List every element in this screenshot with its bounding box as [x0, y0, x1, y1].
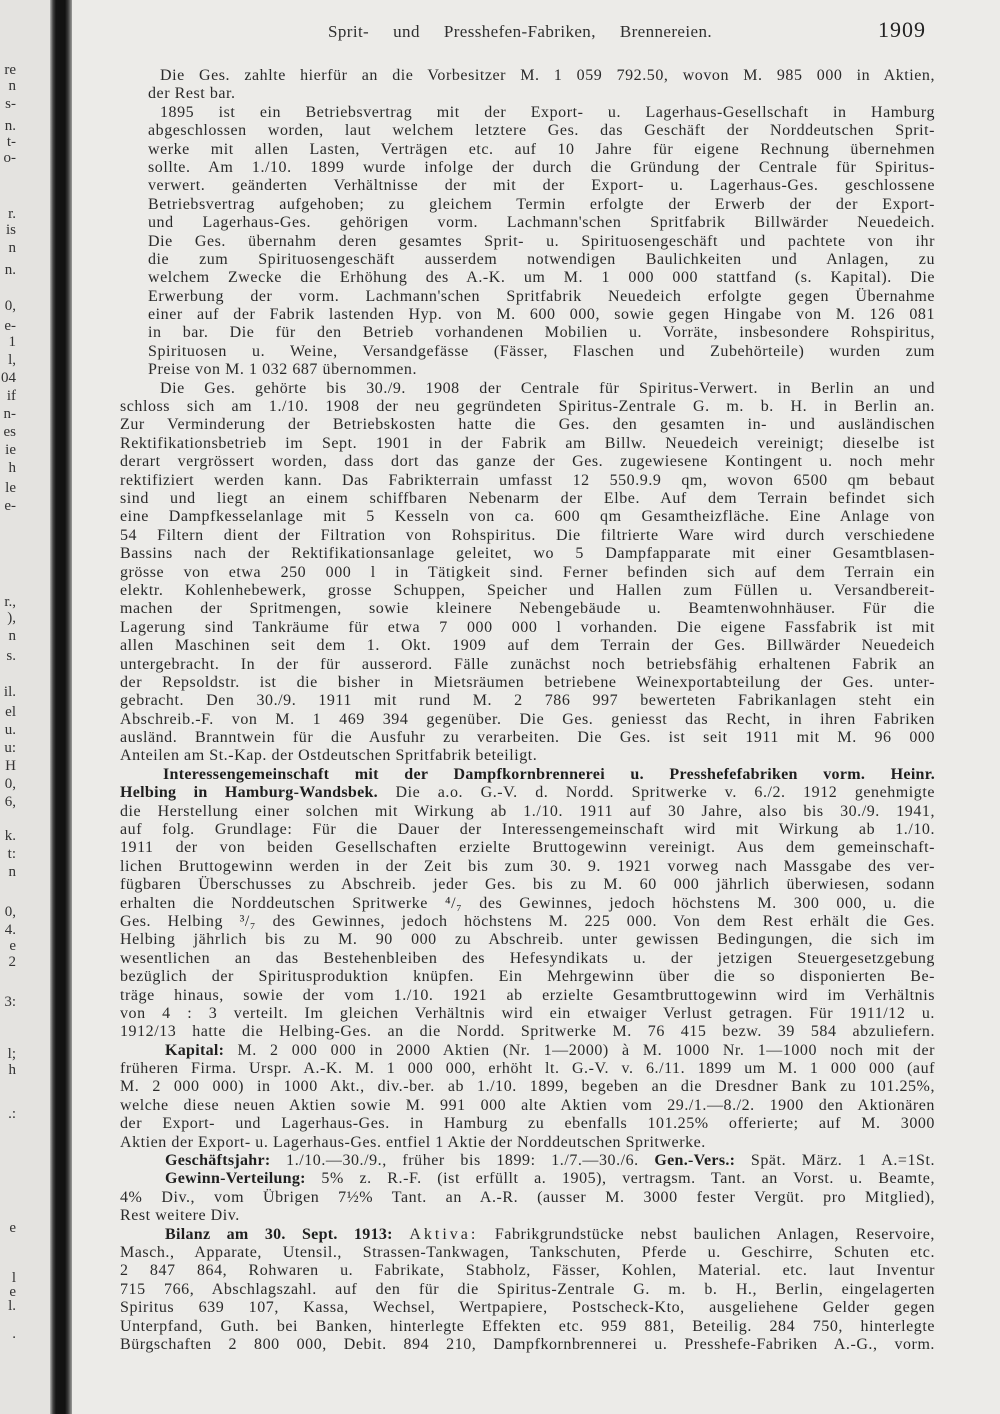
text-line [120, 1060, 935, 1078]
line-text: 5% z. R.-F. (ist erfüllt a. 1905), vertragsm. Tant. an Vorst. u. Beamte, [305, 1170, 935, 1188]
margin-fragment: k. [4, 828, 16, 844]
margin-fragment: re [4, 62, 16, 78]
line-text: welche diese neuen Aktien sowie M. 991 000 alte Aktien vom 29./1.—8./2. 1900 den Aktionären [120, 1096, 935, 1114]
line-text: Die Ges. zahlte hierfür an die Vorbesitzer M. 1 059 792.50, wovon M. 985 000 in Aktien, [160, 67, 935, 84]
text-line [120, 1170, 935, 1188]
margin-fragment: .: [8, 1106, 16, 1122]
run-in-heading: Interessengemeinschaft mit der Dampfkornbrennerei u. Presshefefabriken vorm. Heinr. [163, 765, 935, 783]
margin-fragment: l. [8, 1298, 16, 1314]
margin-fragment: ie [5, 442, 16, 458]
text-line [120, 913, 935, 931]
line-text: 2 847 864, Rohwaren u. Fabrikate, Stabholz, Fässer, Kohlen, Material. etc. laut Inventur [120, 1262, 935, 1280]
text-line [148, 324, 935, 342]
margin-fragment: t: [7, 846, 16, 862]
line-text: 1./10.—30./9., früher bis 1899: 1./7.—30./6. [270, 1152, 655, 1170]
paragraph-fiscal-year [120, 1152, 935, 1170]
text-line [120, 895, 935, 913]
text-line [148, 196, 935, 214]
margin-fragment: e- [4, 318, 16, 334]
line-text: bezüglich der Spiritusproduktion knüpfen. Ein Mehrgewinn über die so disponierten Be- [120, 968, 935, 986]
text-line [148, 288, 935, 306]
line-text: Die Ges. übernahm deren gesamtes Sprit- u. Spirituosengeschäft und pachtete von ihr [148, 232, 935, 250]
text-line [120, 1005, 935, 1023]
line-text: lichen Bruttogewinn werden in der Zeit bis zum 30. 9. 1921 vorweg nach Massgabe des ver- [120, 857, 935, 875]
margin-fragment: h [8, 460, 16, 476]
text-line [120, 821, 935, 839]
margin-fragment: t- [6, 134, 16, 150]
margin-fragment: if [6, 388, 16, 404]
text-line [148, 122, 935, 140]
running-title: Sprit- und Presshefen-Fabriken, Brennereien. [328, 22, 712, 41]
text-line [120, 987, 935, 1005]
line-text: elektr. Kohlenhebewerk, grosse Schuppen, Speicher und Hallen zum Füllen u. Versandbereit- [120, 581, 935, 599]
margin-fragment: 3: [4, 994, 16, 1010]
text-line [120, 968, 935, 986]
paragraph-operating-contract [148, 104, 935, 380]
text-line [120, 1023, 935, 1041]
text-line [148, 214, 935, 232]
text-line [120, 545, 935, 563]
text-line [120, 711, 935, 729]
text-line [120, 453, 935, 471]
text-line [148, 177, 935, 195]
margin-fragment: n [8, 78, 16, 94]
text-line [120, 1078, 935, 1096]
line-text: grösse von etwa 250 000 l in Tätigkeit sind. Ferner befinden sich auf dem Terrain ein [120, 563, 935, 581]
line-text: M. 2 000 000 in 2000 Aktien (Nr. 1—2000) à M. 1000 Nr. 1—1000 noch mit der [224, 1041, 935, 1059]
text-line [120, 803, 935, 821]
run-in-heading: Geschäftsjahr: [165, 1152, 271, 1170]
margin-fragment: s- [5, 96, 16, 112]
line-text: Bassins nach der Rektifikationsanlage geleitet, wo 5 Dampfapparate mit einer Gesamtblasen- [120, 545, 935, 563]
text-line [120, 950, 935, 968]
text-line [148, 104, 935, 122]
line-text [393, 1226, 410, 1243]
line-text: M. 2 000 000) in 1000 Akt., div.-ber. ab 1./10. 1899, begeben an die Dresdner Bank zu 101.25%, [120, 1078, 935, 1096]
margin-fragment: il. [3, 684, 16, 700]
margin-fragment: n. [4, 118, 16, 134]
line-text: auf folg. Grundlage: Für die Dauer der Interessengemeinschaft wird mit Wirkung ab 1./10. [120, 821, 935, 839]
paragraph-purchase-price [148, 67, 935, 104]
text-line [120, 1152, 935, 1170]
run-in-heading: Gewinn-Verteilung: [165, 1170, 306, 1188]
line-text: Lagerung sind Tankräume für etwa 7 000 000 l vorhanden. Die eigene Fassfabrik ist mit [120, 618, 935, 636]
text-line [120, 747, 935, 765]
text-line [148, 269, 935, 287]
line-text: Anteilen am St.-Kap. der Ostdeutschen Spritfabrik beteiligt. [120, 747, 538, 765]
margin-fragment: . [12, 1326, 16, 1342]
line-text: machen der Spritmengen, sowie kleinere Nebengebäude u. Beamtenwohnhäuser. Für die [120, 600, 935, 618]
line-text: Aktien der Export- u. Lagerhaus-Ges. entfiel 1 Aktie der Norddeutschen Spritwerke. [120, 1133, 706, 1151]
margin-fragment: l, [8, 352, 16, 368]
line-text: Spiritus 639 107, Kassa, Wechsel, Wertpapiere, Postscheck-Kto, ausgeliehene Gelder gegen [120, 1299, 935, 1317]
text-line [120, 876, 935, 894]
text-line [120, 1336, 935, 1354]
paragraph-capital [120, 1042, 935, 1152]
text-line [148, 251, 935, 269]
line-text: von 4 : 3 verteilt. Im gleichen Verhältnis wird ein etwaiger Verlust getragen. Für 1911/12 u. [120, 1004, 935, 1022]
margin-fragment: e [9, 1284, 16, 1300]
line-text: sind und liegt an einem schiffbaren Nebenarm der Elbe. Auf dem Terrain befindet sich [120, 489, 935, 507]
text-line [148, 67, 935, 85]
line-text: Spirituosen u. Weine, Versandgefässe (Fässer, Flaschen und Zubehörteile) wurden zum [148, 342, 935, 360]
margin-fragment: n. [4, 262, 16, 278]
margin-fragment: l [11, 1270, 16, 1286]
line-text: Zur Verminderung der Betriebskosten hatte die Ges. den gesamten in- und ausländischen [120, 416, 935, 434]
line-text: der Export- und Lagerhaus-Ges. in Hamburg zu ebenfalls 101.25% offerierte; auf M. 3000 [120, 1115, 935, 1133]
margin-fragment: s. [6, 648, 16, 664]
text-line [120, 1115, 935, 1133]
text-line [120, 656, 935, 674]
line-text: einer auf der Fabrik lastenden Hyp. von M. 600 000, sowie gegen Hingabe von M. 126 081 [148, 306, 935, 324]
line-text: die Herstellung einer solchen mit Wirkung ab 1./10. 1911 auf 30 Jahre, also bis 30./9. 1941, [120, 802, 935, 820]
line-text: werke mit allen Lasten, Verträgen etc. auf 10 Jahre für eigene Rechnung übernehmen [148, 140, 935, 158]
paragraph-balance-sheet [120, 1226, 935, 1355]
text-line [148, 159, 935, 177]
margin-fragment: o- [3, 150, 16, 166]
line-text: früheren Firma. Urspr. A.-K. M. 1 000 000, erhöht lt. G.-V. v. 6./11. 1899 um M. 1 000 000 (auf [120, 1060, 935, 1078]
line-text: Ges. Helbing ³/₇ des Gewinnes, jedoch höchstens M. 225 000. Von dem Rest erhält die Ges. [120, 912, 935, 930]
margin-fragment: 1 [8, 334, 16, 350]
margin-fragment: 0, [4, 298, 16, 314]
margin-fragment: e- [4, 498, 16, 514]
margin-fragment: ), [7, 610, 16, 626]
margin-fragment: n [8, 864, 16, 880]
spaced-label: Aktiva: [409, 1225, 479, 1243]
margin-fragment: el [5, 704, 16, 720]
line-text: träge hinaus, sowie der vom 1./10. 1921 ab erzielte Gesamtbruttogewinn wird im Verhältnis [120, 986, 935, 1004]
text-line [120, 766, 935, 784]
line-text: derart vergrössert worden, dass dort das ganze der Ges. zugewiesene Kontingent u. noch mehr [120, 453, 935, 471]
line-text: 4% Div., vom Übrigen 7½% Tant. an A.-R. (ausser M. 3000 fester Vergüt. pro Mitglied), [120, 1188, 935, 1206]
line-text: der Rest bar. [148, 85, 236, 103]
text-line [120, 582, 935, 600]
line-text: Die Ges. gehörte bis 30./9. 1908 der Centrale für Spiritus-Verwert. in Berlin an und [160, 379, 935, 397]
margin-fragment: 4. [4, 922, 16, 938]
line-text: 715 766, Abschlagszahl. auf den für die Spiritus-Zentrale G. m. b. H., Berlin, eingelagerten [120, 1280, 935, 1298]
line-text: rektifiziert werden kann. Das Fabrikterrain umfasst 12 550.9.9 qm, wovon 6500 qm bebaut [120, 471, 935, 489]
text-line [120, 619, 935, 637]
text-line [120, 1207, 935, 1225]
text-line [120, 600, 935, 618]
paragraph-rectification-plant [120, 380, 935, 766]
margin-fragment: H [5, 758, 16, 774]
margin-fragment: es [3, 424, 16, 440]
line-text: Erwerbung der vorm. Lachmann'schen Spritfabrik Neuedeich erfolgte gegen Übernahme [148, 287, 935, 305]
text-line [120, 858, 935, 876]
paragraph-profit-distribution [120, 1170, 935, 1225]
text-line [120, 637, 935, 655]
text-line [120, 729, 935, 747]
line-text: 1895 ist ein Betriebsvertrag mit der Export- u. Lagerhaus-Gesellschaft in Hamburg [160, 103, 935, 121]
line-text: 1912/13 hatte die Helbing-Ges. an die Nordd. Spritwerke M. 76 415 bezw. 39 584 abzuliefern. [120, 1023, 935, 1041]
margin-fragment: n- [3, 406, 16, 422]
margin-fragment: r. [8, 206, 16, 222]
line-text: die zum Spirituosengeschäft ausserdem notwendigen Baulichkeiten und Anlagen, zu [148, 250, 935, 268]
line-text: Die a.o. G.-V. d. Nordd. Spritwerke v. 6./2. 1912 genehmigte [377, 784, 935, 802]
run-in-heading: Gen.-Vers.: [654, 1152, 736, 1170]
line-text: in bar. Die für den Betrieb vorhandenen Mobilien u. Vorräte, insbesondere Rohspiritus, [148, 324, 935, 342]
line-text: der Repsoldstr. ist die bisher in Mietsräumen betriebene Weinexportabteilung der Ges. unter- [120, 673, 935, 691]
text-line [148, 233, 935, 251]
margin-fragment: e [9, 938, 16, 954]
line-text: untergebracht. In der für ausserord. Fälle zunächst noch betriebsfähig erhaltenen Fabrik an [120, 655, 935, 673]
text-line [120, 1097, 935, 1115]
text-line [120, 527, 935, 545]
text-line [120, 784, 935, 802]
paragraph-community-of-interest [120, 766, 935, 1042]
text-line [120, 1134, 935, 1152]
text-line [120, 1244, 935, 1262]
line-text: wesentlichen an das Bestehenbleiben des Hefesyndikats u. der jetzigen Steuergesetzgebung [120, 949, 935, 967]
text-line [120, 398, 935, 416]
line-text: Abschreib.-F. von M. 1 469 394 gegenüber. Die Ges. geniesst das Recht, in ihren Fabriken [120, 710, 935, 728]
text-line [120, 1299, 935, 1317]
text-line [148, 85, 935, 103]
margin-fragment: n [8, 628, 16, 644]
line-text: erhalten die Norddeutschen Spritwerke ⁴/₇ des Gewinnes, jedoch höchstens M. 300 000, u. die [120, 894, 935, 912]
line-text: Fabrikgrundstücke nebst baulichen Anlagen, Reservoire, [478, 1225, 935, 1243]
text-line [120, 1262, 935, 1280]
text-line [148, 306, 935, 324]
text-line [148, 141, 935, 159]
line-text: ausländ. Branntwein für die Ausfuhr zu verarbeiten. Die Ges. ist seit 1911 mit M. 96 000 [120, 729, 935, 747]
line-text: allen Maschinen seit dem 1. Okt. 1909 auf dem Terrain der Ges. Billwärder Neuedeich [120, 637, 935, 655]
margin-fragment: 6, [4, 794, 16, 810]
line-text: Betriebsvertrag aufgehoben; zu gleichem Termin erfolgte der Erwerb der der Export- [148, 195, 935, 213]
line-text: Helbing jährlich bis zu M. 90 000 zu Abschreib. unter gewissen Bedingungen, die sich im [120, 931, 935, 949]
text-line [120, 1226, 935, 1244]
margin-fragment: 04 [1, 370, 16, 386]
text-line [120, 1042, 935, 1060]
text-line [120, 1281, 935, 1299]
line-text: Preise von M. 1 032 687 übernommen. [148, 361, 417, 379]
text-line [148, 343, 935, 361]
text-line [120, 472, 935, 490]
text-line [148, 361, 935, 379]
text-line [120, 674, 935, 692]
margin-fragment: le [5, 480, 16, 496]
line-text: Unterpfand, Guth. bei Banken, hinterlegte Effekten etc. 959 881, Beteilig. 284 750, hinterlegte [120, 1317, 935, 1335]
text-line [120, 839, 935, 857]
text-line [120, 490, 935, 508]
line-text: Masch., Apparate, Utensil., Strassen-Tankwagen, Tankschuten, Pferde u. Geschirre, Schuten etc. [120, 1244, 935, 1261]
line-text: verwert. geänderten Verhältnisse der mit der Export- u. Lagerhaus-Ges. geschlossene [148, 177, 935, 195]
text-line [120, 564, 935, 582]
text-line [120, 435, 935, 453]
line-text: 1911 der von beiden Gesellschaften erzielte Bruttogewinn vereinigt. Aus dem gemeinschaft- [120, 839, 935, 857]
line-text: 54 Filtern dient der Filtration von Rohspiritus. Die filtrierte Ware wird durch verschiedene [120, 526, 935, 544]
text-line [120, 508, 935, 526]
text-line [120, 931, 935, 949]
line-text: gebracht. Den 30./9. 1911 mit rund M. 2 786 997 bewerteten Fabrikanlagen steht ein [120, 692, 935, 710]
margin-fragment: u. [4, 722, 16, 738]
line-text: fügbaren Überschusses zu Abschreib. jeder Ges. bis zu M. 60 000 jährlich überwiesen, sodann [120, 876, 935, 894]
text-line [120, 1318, 935, 1336]
run-in-heading: Bilanz am 30. Sept. 1913: [165, 1225, 393, 1243]
text-line [120, 380, 935, 398]
margin-fragment: e [9, 1220, 16, 1236]
margin-fragment: h [8, 1062, 16, 1078]
line-text: abgeschlossen worden, laut welchem letztere Ges. das Geschäft der Norddeutschen Sprit- [148, 122, 935, 140]
text-line [120, 416, 935, 434]
margin-fragment: 0, [4, 904, 16, 920]
margin-fragment: u: [4, 740, 16, 756]
line-text: Spät. März. 1 A.=1St. [735, 1152, 935, 1170]
margin-fragment: is [5, 222, 16, 238]
margin-fragment: r., [4, 594, 16, 610]
line-text: Bürgschaften 2 800 000, Debit. 894 210, Dampfkornbrennerei u. Presshefe-Fabriken A.-G., vorm. [120, 1335, 935, 1353]
margin-fragment: l; [7, 1046, 16, 1062]
line-text: Rest weitere Div. [120, 1207, 240, 1225]
text-line [120, 692, 935, 710]
text-line [120, 1189, 935, 1207]
body-text [0, 67, 935, 1354]
margin-fragment: 2 [8, 954, 16, 970]
line-text: sollte. Am 1./10. 1899 wurde infolge der durch die Gründung der Centrale für Spiritus- [148, 158, 935, 176]
run-in-heading: Kapital: [165, 1041, 225, 1059]
line-text: eine Dampfkesselanlage mit 5 Kesseln von ca. 600 qm Gesamtheizfläche. Eine Anlage von [120, 508, 935, 526]
line-text: welchem Zwecke die Erhöhung des A.-K. um M. 1 000 000 stattfand (s. Kapital). Die [148, 269, 935, 287]
line-text: Rektifikationsbetrieb im Sept. 1901 in der Fabrik am Billw. Neuedeich vereinigt; dieselbe ist [120, 434, 935, 452]
margin-fragment: n [8, 240, 16, 256]
margin-fragment: 0, [4, 776, 16, 792]
run-in-heading: Helbing in Hamburg-Wandsbek. [120, 784, 378, 802]
line-text: schloss sich am 1./10. 1908 der neu gegründeten Spiritus-Zentrale G. m. b. H. in Berlin an. [120, 398, 935, 416]
page-number: 1909 [878, 17, 926, 42]
line-text: und Lagerhaus-Ges. gehörigen vorm. Lachmann'schen Spritfabrik Billwärder Neuedeich. [148, 214, 935, 232]
